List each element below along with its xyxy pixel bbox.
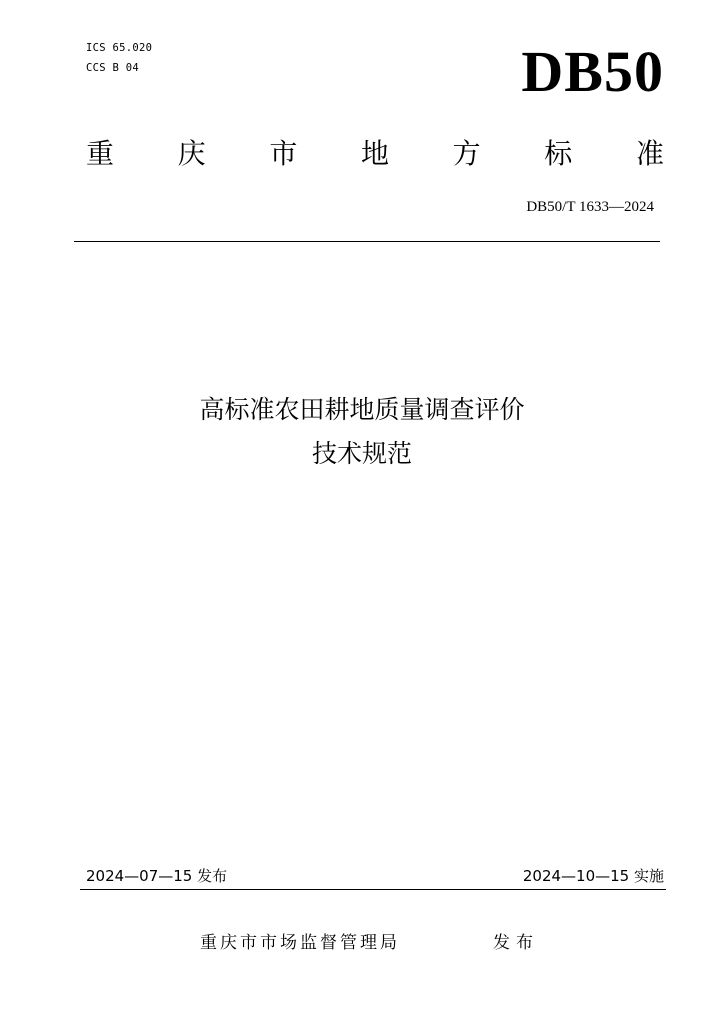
- standard-type-char: 地: [360, 137, 389, 170]
- standard-type-char: 重: [86, 137, 115, 170]
- top-divider: [74, 241, 660, 242]
- document-title-line2: 技术规范: [311, 439, 412, 468]
- standard-number: DB50/T 1633—2024: [526, 199, 654, 215]
- document-title-line1: 高标准农田耕地质量调查评价: [199, 395, 525, 424]
- implementation-date: 2024—10—15 实施: [522, 867, 664, 885]
- standard-type-char: 方: [452, 137, 481, 170]
- ccs-code: CCS B 04: [86, 62, 139, 74]
- issue-date: 2024—07—15 发布: [86, 867, 228, 885]
- issuing-authority: 重庆市市场监督管理局: [200, 933, 400, 953]
- standard-type-char: 准: [635, 137, 664, 170]
- standard-type-char: 市: [269, 137, 298, 170]
- standard-type-heading: [86, 136, 664, 172]
- standard-type-char: 庆: [177, 137, 206, 170]
- standard-code-logo: DB50: [521, 39, 664, 104]
- ics-code: ICS 65.020: [86, 42, 153, 54]
- bottom-divider: [80, 889, 666, 890]
- standard-type-char: 标: [544, 137, 573, 170]
- issue-label: 发布: [493, 933, 539, 953]
